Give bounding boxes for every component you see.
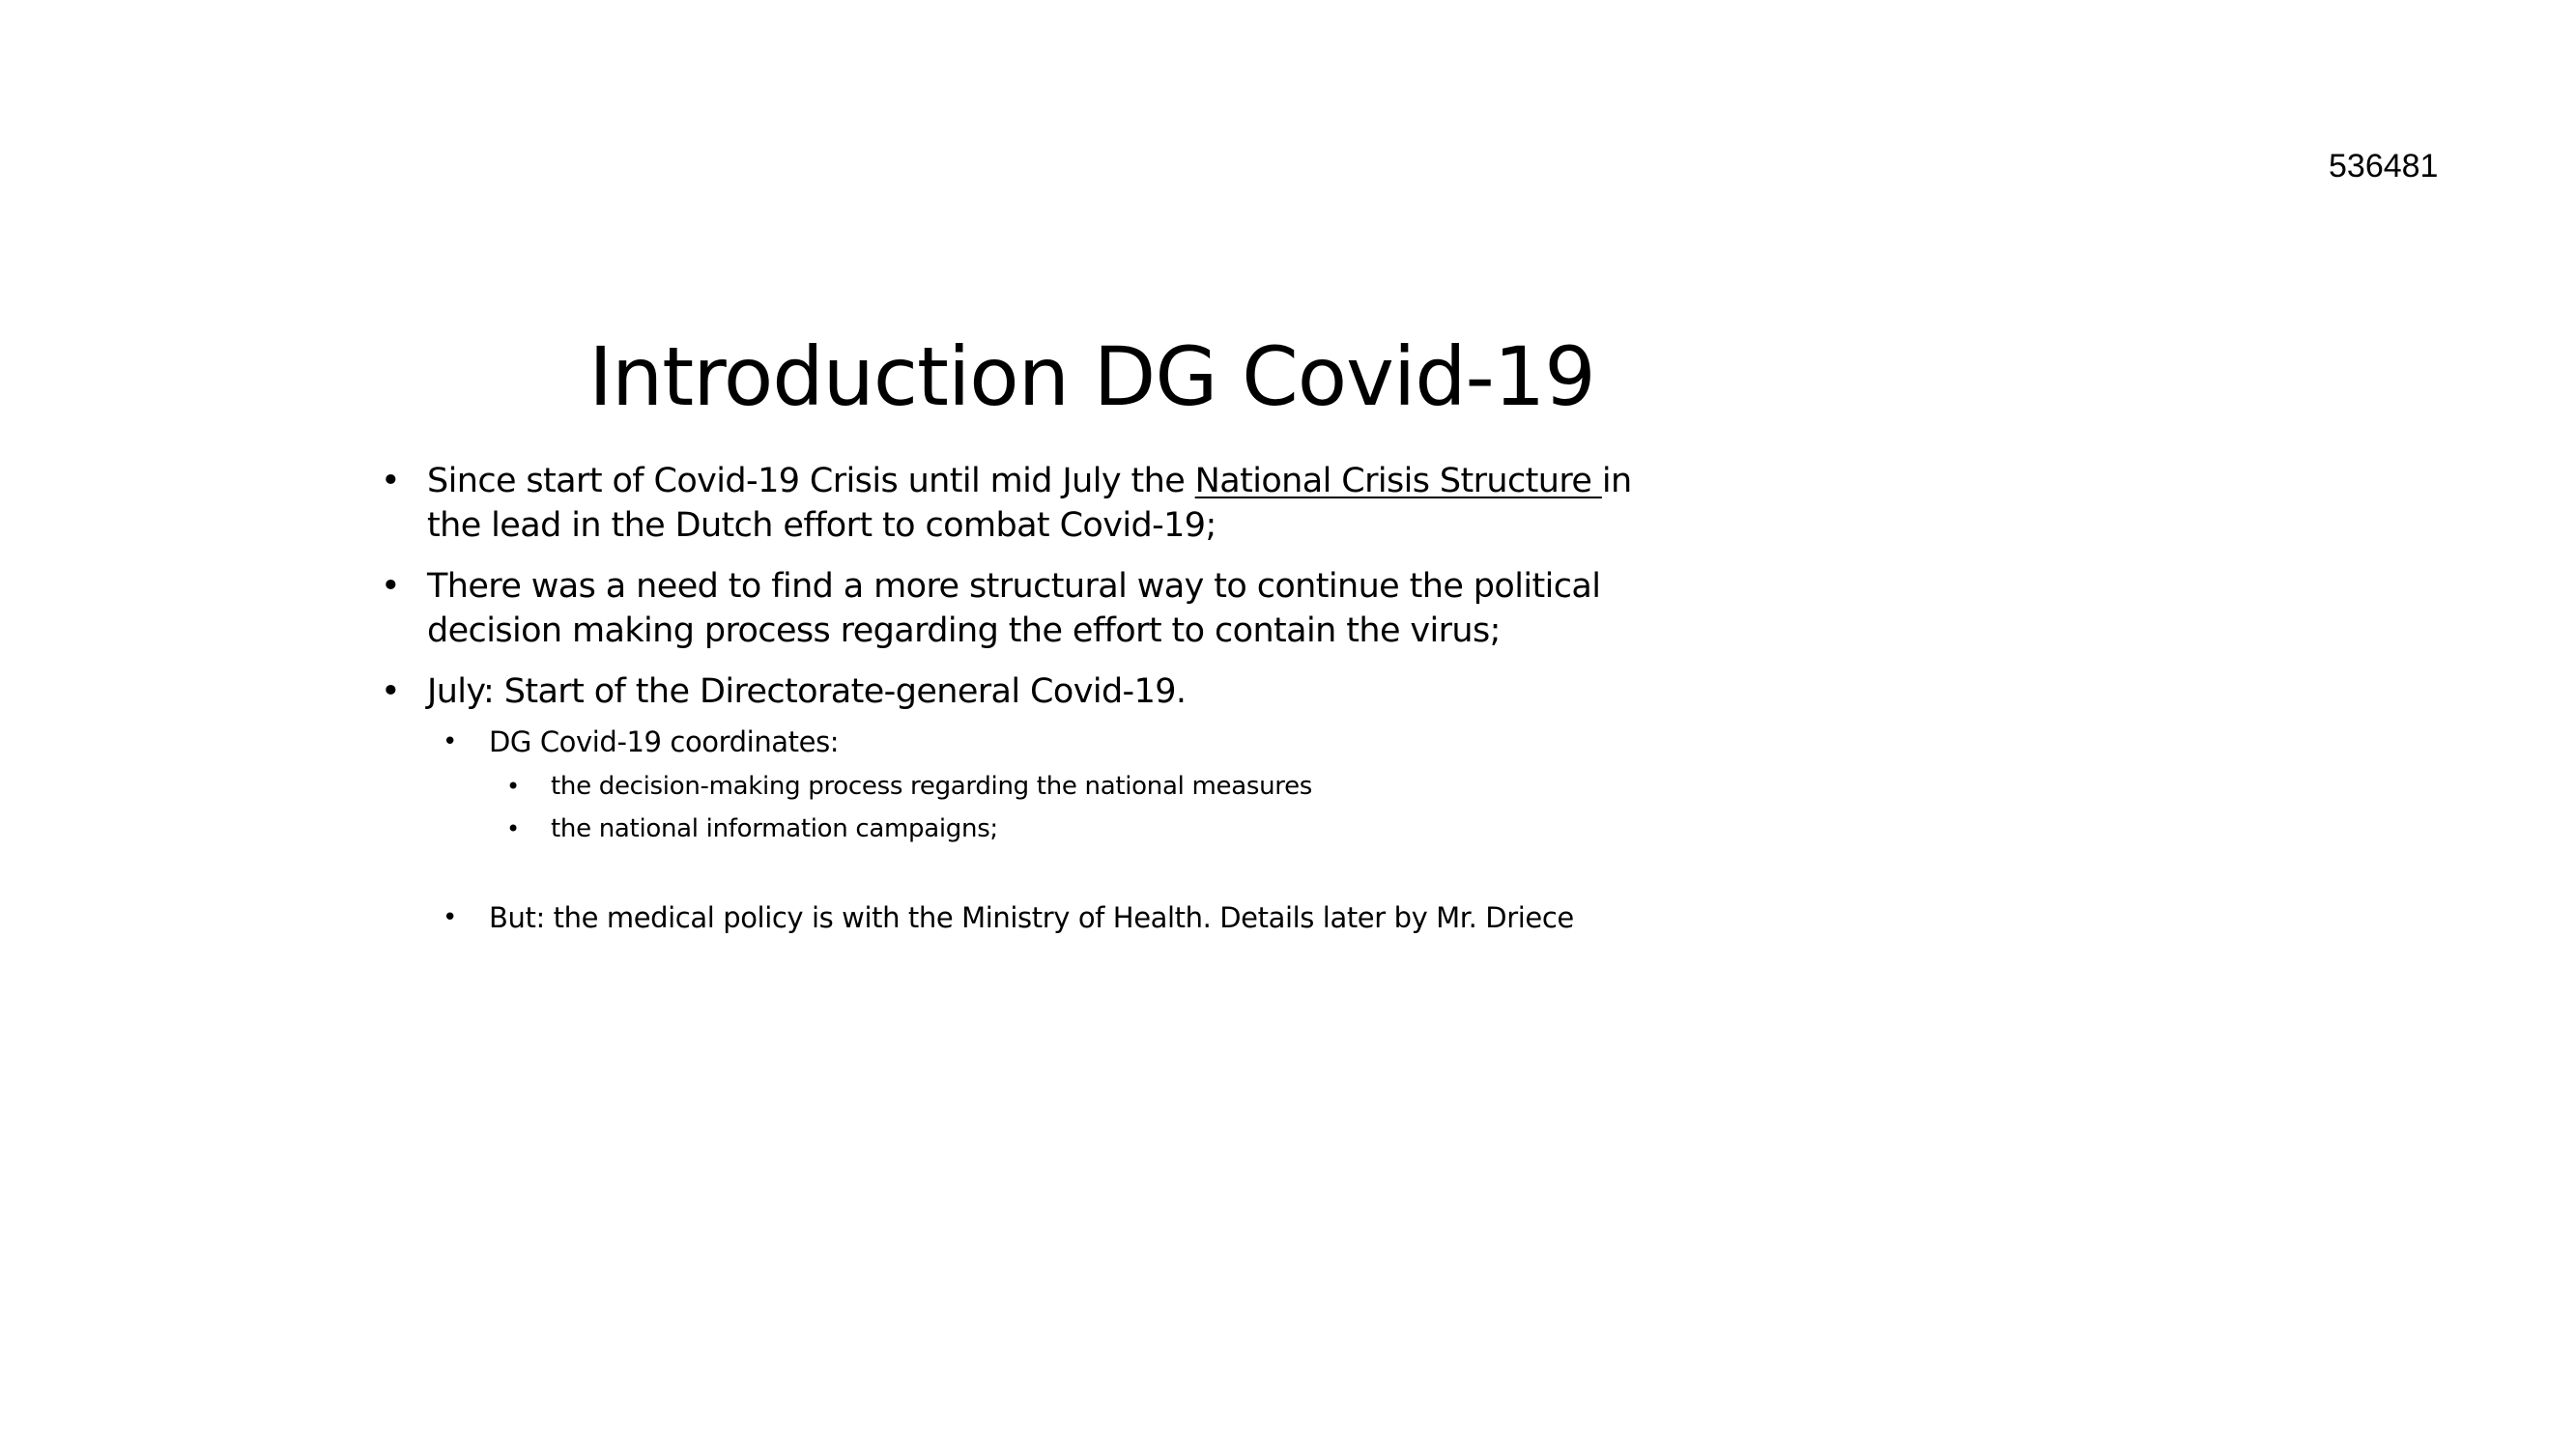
- bullet-3-line-1: July: Start of the Directorate-general Covid-19.: [427, 672, 1187, 711]
- bullet-dot-icon: •: [381, 672, 401, 711]
- national-crisis-structure-link: National Crisis Structure: [1194, 462, 1602, 500]
- bullet-2-line-1: There was a need to find a more structural way to continue the political: [427, 567, 1601, 606]
- slide-title: Introduction DG Covid-19: [588, 329, 1595, 424]
- bullet-item-2-continuation: [427, 609, 1501, 653]
- bullet-1-line-2: the lead in the Dutch effort to combat Covid-19;: [427, 506, 1216, 545]
- bullet-item-1-continuation: [427, 503, 1216, 548]
- bullet-dot-icon: •: [506, 773, 520, 800]
- sub-sub-bullet-2-text: the national information campaigns;: [551, 814, 998, 843]
- document-number: 536481: [2329, 148, 2439, 185]
- bullet-1-text-start: Since start of Covid-19 Crisis until mid July the: [427, 462, 1195, 500]
- bullet-item-1: [381, 459, 1632, 503]
- bullet-item-3: [381, 669, 1187, 714]
- sub-bullet-medical-policy-text: But: the medical policy is with the Ministry of Health. Details later by Mr. Driece: [489, 901, 1574, 934]
- sub-sub-bullet-1: [506, 769, 1313, 804]
- sub-bullet-coordinates: [443, 723, 840, 761]
- bullet-dot-icon: •: [381, 462, 401, 500]
- bullet-2-line-2: decision making process regarding the effort to contain the virus;: [427, 611, 1501, 650]
- sub-sub-bullet-1-text: the decision-making process regarding the national measures: [551, 772, 1313, 801]
- sub-sub-bullet-2: [506, 811, 998, 846]
- sub-bullet-medical-policy: [443, 898, 1574, 937]
- bullet-item-2: [381, 564, 1601, 609]
- bullet-dot-icon: •: [443, 903, 457, 932]
- bullet-1-text-end: in: [1601, 462, 1632, 500]
- bullet-dot-icon: •: [506, 815, 520, 842]
- sub-bullet-coordinates-text: DG Covid-19 coordinates:: [489, 725, 840, 758]
- bullet-dot-icon: •: [443, 727, 457, 756]
- bullet-dot-icon: •: [381, 567, 401, 606]
